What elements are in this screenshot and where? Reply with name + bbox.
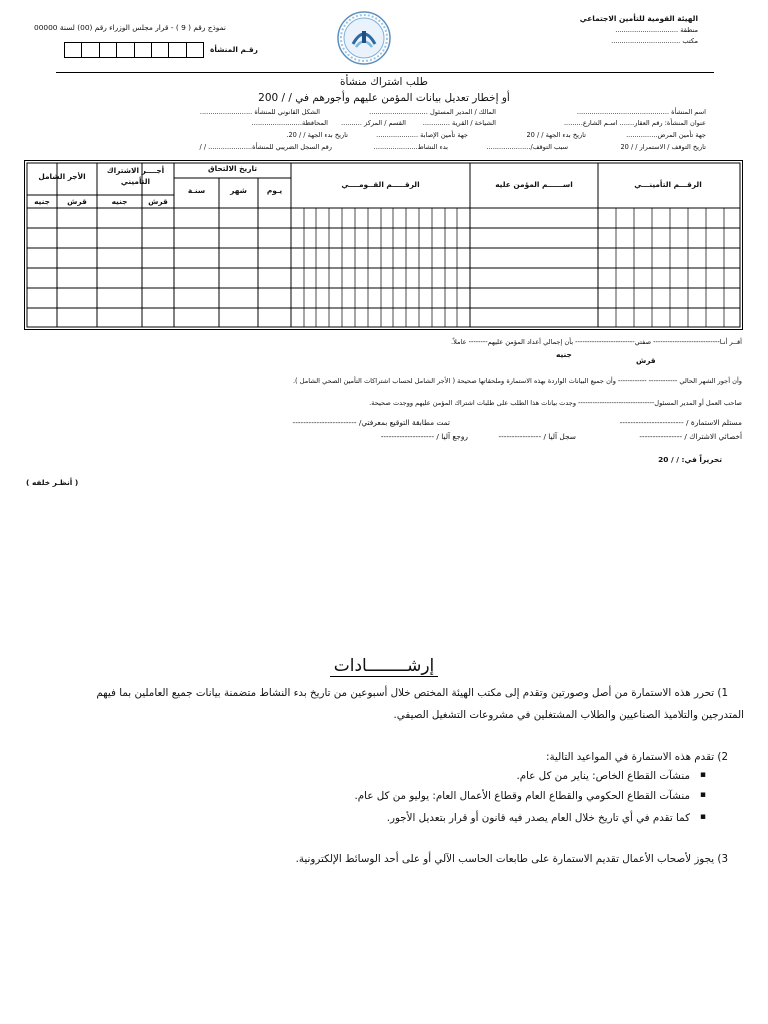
instruction-1: 1) تحرر هذه الاستمارة من أصل وصورتين وتقدم إلى مكتب الهيئة المختص خلال أسبوعين من تاريخ بدء النشاط متضمنة بيانات جميع العاملين بما فيهم المتدرجين والتلاميذ الصناعيين والطلاب المشتغلين في مشروعات التشغيل الصيفي. [96, 687, 744, 721]
legal-form-field[interactable]: الشكل القانوني للمنشأة ......................... [199, 108, 320, 116]
national-id-header: الرقـــــم القــومــــي [341, 180, 420, 189]
header-divider [56, 72, 714, 73]
form-reference: نموذج رقم ( 9 ) - قرار مجلس الوزراء رقم (00) لسنة 00000 [34, 23, 226, 32]
stop-reason-field[interactable]: سبب التوقف/..................... [486, 143, 568, 151]
declaration-pound: جنيه [556, 350, 572, 359]
authority-logo [336, 10, 392, 66]
facility-number-boxes[interactable] [64, 42, 204, 58]
district-field[interactable]: القسم / المركز .......... [341, 119, 406, 127]
form-title: طلب اشتراك منشأة [340, 76, 428, 88]
activity-start-field[interactable]: بدء النشاط..................... [373, 143, 448, 151]
form-receiver-field[interactable]: مستلم الاستمارة / ------------------------ [619, 418, 742, 427]
instruction-2-bullet-2: ▪ منشآت القطاع الحكومي والقطاع العام وقطاع الأعمال العام: يوليو من كل عام. [355, 790, 690, 802]
stop-date-field[interactable]: تاريخ التوقف / الاستمرار / / 20 [620, 143, 706, 151]
insured-wage-header: أجــــر الاشتراك التأميني [106, 166, 165, 186]
insured-wage-pound: جنيه [111, 197, 128, 206]
employer-declaration: صاحب العمل أو المدير المسئول-------------------------------- وجدت بيانات هذا الطلب على طلبات اشتراك المؤمن عليهم ووجدت صحيحة. [369, 399, 742, 407]
instruction-2-bullet-1: ▪ منشآت القطاع الخاص: يناير من كل عام. [516, 770, 690, 782]
instructions-title: إرشــــــــادات [0, 656, 768, 676]
join-day-header: يـوم [266, 186, 283, 195]
org-name: الهيئة القومية للتأمين الاجتماعي [579, 14, 698, 23]
injury-start-date[interactable]: تاريخ بدء الجهة / / 20. [286, 131, 348, 139]
join-month-header: شهر [230, 186, 247, 195]
auto-reviewed-field[interactable]: روجع آليا / -------------------- [380, 432, 468, 441]
instruction-2-bullet-3: ▪ كما تقدم في أي تاريخ خلال العام يصدر فيه قانون أو قرار بتعديل الأجور. [387, 812, 690, 824]
join-date-header: تاريخ الالتحاق [207, 164, 258, 173]
auto-registered-field[interactable]: سجل آليا / ---------------- [498, 432, 576, 441]
region-field: منطقة .............................. [615, 26, 698, 34]
sickness-start-date[interactable]: تاريخ بدء الجهة / / 20 [526, 131, 586, 139]
total-wage-header: الأجر الشامل [38, 172, 86, 181]
instruction-2: 2) تقدم هذه الاستمارة في المواعيد التالية: [546, 751, 728, 763]
form-subtitle: أو إخطار تعديل بيانات المؤمن عليهم وأجورهم في / / 200 [258, 92, 510, 104]
total-wage-pound: جنيه [34, 197, 50, 206]
address-field[interactable]: عنوان المنشأة: رقم العقار....... اسـم الشارع......... [563, 119, 706, 127]
governorate-field[interactable]: المحافظة........................ [251, 119, 328, 127]
instruction-3: 3) يجوز لأصحاب الأعمال تقديم الاستمارة على طابعات الحاسب الآلي أو على أحد الوسائط الإلكترونية. [295, 853, 728, 865]
village-field[interactable]: الشياخة / القرية ............. [422, 119, 496, 127]
total-wage-piaster: قرش [67, 197, 87, 206]
owner-field[interactable]: المالك / المدير المسئول ............................ [369, 108, 496, 116]
signature-match-field[interactable]: تمت مطابقة التوقيع بمعرفتي/ ------------------------ [292, 418, 450, 427]
injury-insurer-field[interactable]: جهة تأمين الإصابة .................... [376, 131, 468, 139]
declaration-piaster: قرش [636, 356, 656, 365]
subscription-specialist-field[interactable]: أخصائي الاشتراك / ---------------- [639, 432, 742, 441]
insurance-number-header: الرقـــم التأمينـــي [634, 180, 702, 189]
sickness-insurer-field[interactable]: جهة تأمين المرض............... [626, 131, 706, 139]
see-back-note: ( أنظـر خلفه ) [26, 478, 79, 487]
insured-name-header: اســــــم المؤمن عليه [495, 180, 573, 189]
office-field: مكتب ................................. [611, 37, 698, 45]
written-on-date[interactable]: تحريراً في: / / 20 [658, 455, 722, 464]
join-year-header: سنـة [187, 186, 206, 195]
tax-register-field[interactable]: رقم السجل الضريبي للمنشأة..................... / / [199, 143, 332, 151]
insured-wage-piaster: قرش [148, 197, 168, 206]
facility-name-field[interactable]: اسم المنشأة ............................................ [576, 108, 706, 116]
wages-declaration: وأن أجور الشهر الحالي ------------ ------------ وأن جميع البيانات الواردة بهذه الاستمارة وملحقاتها صحيحة ( الأجر الشامل لحساب اشتراكات التأمين الصحي الشامل ). [292, 377, 742, 385]
facility-number-label: رقـم المنشأة [210, 45, 258, 54]
declaration-line: أقــر أنـا---------------------------- صفتي------------------------- بأن إجمالي أعداد المؤمن عليهم-------- عاملاً. [451, 338, 742, 346]
